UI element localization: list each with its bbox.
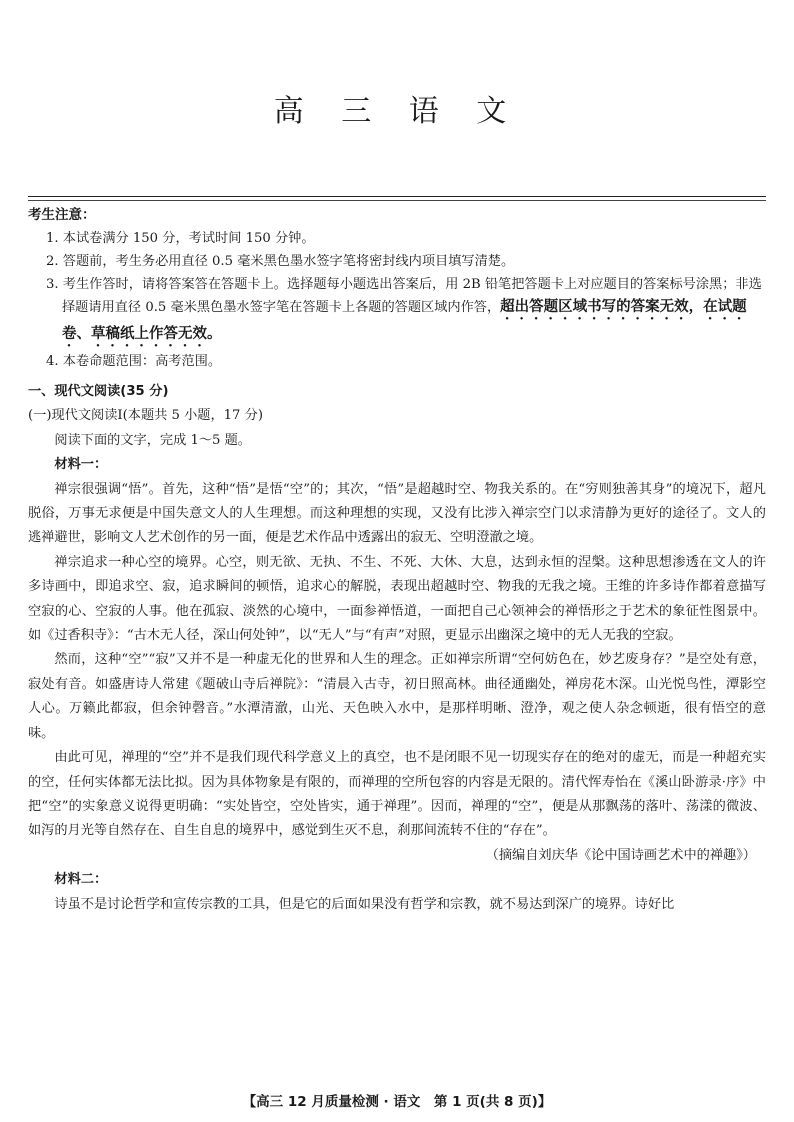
reading-section [28,380,766,917]
notice-block [28,204,766,373]
notice-item-3-text: 3. 考生作答时，请将答案答在答题卡上。选择题每小题选出答案后，用 2B 铅笔把答题卡上对应题目的答案标号涂黑；非选择题请用直径 0.5 毫米黑色墨水签字笔在答题卡上各题的答题区域内作答， [46,277,762,315]
notice-item-2: 2. 答题前，考生务必用直径 0.5 毫米黑色墨水签字笔将密封线内项目填写清楚。 [46,254,515,269]
paragraph-4: 由此可见，禅理的“空”并不是我们现代科学意义上的真空，也不是闭眼不见一切现实存在的绝对的虚无，而是一种超充实的空，任何实体都无法比拟。因为具体物象是有限的，而禅理的空所包容的内容是无限的。清代恽寿怡在《溪山卧游录·序》中把“空”的实象意义说得更明确：“实处皆空，空处皆实，通于禅理”。因而，禅理的“空”，便是从那飘荡的落叶、荡漾的微波、如泻的月光等自然存在、自生自息的境界中，感觉到生灭不息，刹那间流转不住的“存在”。 [28,750,766,839]
notice-item-3-emphasis: 超出答题区域书写的答案无效，在试题卷、草稿纸上作答无效。 [62,299,747,342]
paragraph-3: 然而，这种“空”“寂”又并不是一种虚无化的世界和人生的理念。正如禅宗所谓“空何妨色在，妙艺废身存？”是空处有意，寂处有音。如盛唐诗人常建《题破山寺后禅院》：“清晨入古寺，初日照高林。曲径通幽处，禅房花木深。山光悦鸟性，潭影空人心。万籁此都寂，但余钟磬音。”水潭清澈，山光、天色映入水中，是那样明晰、澄净，观之使人杂念顿逝，很有悟空的意味。 [28,652,766,741]
paragraph-1: 禅宗很强调“悟”。首先，这种“悟”是悟“空”的；其次，“悟”是超越时空、物我关系的。在“穷则独善其身”的境况下，超凡脱俗，万事无求便是中国失意文人的人生理想。而这种理想的实现，又没有比涉入禅宗空门以求清静为更好的途径了。文人的逃禅避世，影响文人艺术创作的另一面，便是艺术作品中透露出的寂无、空明澄澈之境。 [28,481,766,546]
header-rule-thick [28,196,766,197]
instruction: 阅读下面的文字，完成 1～5 题。 [54,432,251,448]
material-1-label: 材料一： [54,457,108,473]
material-2-label: 材料二： [54,872,108,888]
paragraph-5: 诗虽不是讨论哲学和宣传宗教的工具，但是它的后面如果没有哲学和宗教，就不易达到深广的境界。诗好比 [54,896,675,912]
notice-item-4: 4. 本卷命题范围：高考范围。 [46,354,222,369]
notice-heading: 考生注意： [28,207,96,223]
notice-item-3 [28,273,766,350]
source-citation: （摘编自刘庆华《论中国诗画艺术中的禅趣》） [485,847,756,863]
subsection-heading: (一)现代文阅读Ⅰ(本题共 5 小题，17 分) [28,408,263,424]
page-title: 高 三 语 文 [273,94,521,129]
paragraph-2: 禅宗追求一种心空的境界。心空，则无欲、无执、不生、不死、大休、大息，达到永恒的涅槃。这种思想渗透在文人的许多诗画中，即追求空、寂，追求瞬间的顿悟，追求心的解脱，表现出超越时空、物我的无我之境。王维的许多诗作都着意描写空寂的心、空寂的人事。他在孤寂、淡然的心境中，一面参禅悟道，一面把自己心领神会的禅悟形之于艺术的象征性图景中。如《过香积寺》：“古木无人径，深山何处钟”，以“无人”与“有声”对照，更显示出幽深之境中的无人无我的空寂。 [28,554,766,644]
section-heading: 一、现代文阅读(35 分) [28,384,169,399]
header-rule-thin [28,200,766,201]
page-footer: 【高三 12 月质量检测 · 语文 第 1 页(共 8 页)】 [242,1094,552,1110]
notice-item-1: 1. 本试卷满分 150 分，考试时间 150 分钟。 [46,231,315,246]
